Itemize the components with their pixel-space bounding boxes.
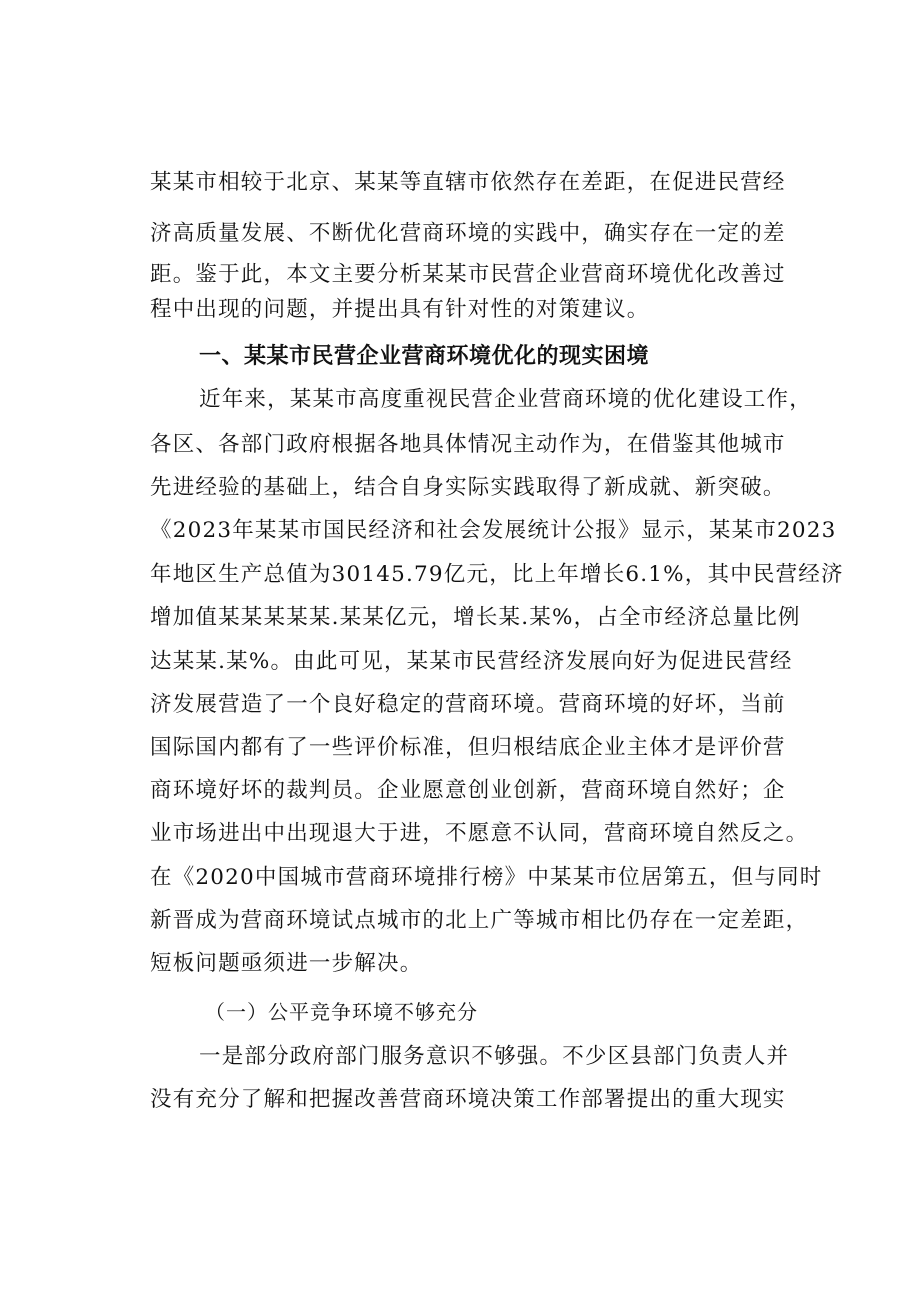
paragraph-line: 济发展营造了一个良好稳定的营商环境。营商环境的好坏，当前 [150, 692, 786, 717]
subsection-heading: （一）公平竞争环境不够充分 [205, 1000, 478, 1024]
paragraph-line: 距。鉴于此，本文主要分析某某市民营企业营商环境优化改善过 [150, 262, 786, 287]
paragraph-line: 新晋成为营商环境试点城市的北上广等城市相比仍存在一定差距， [150, 908, 809, 933]
paragraph-line: 近年来，某某市高度重视民营企业营商环境的优化建设工作， [199, 387, 812, 412]
paragraph-line: 一是部分政府部门服务意识不够强。不少区县部门负责人并 [199, 1044, 790, 1069]
paragraph-line: 达某某.某%。由此可见，某某市民营经济发展向好为促进民营经 [150, 649, 793, 674]
paragraph-line: 在《2020中国城市营商环境排行榜》中某某市位居第五，但与同时 [150, 865, 823, 890]
paragraph-line: 业市场进出中出现退大于进，不愿意不认同，营商环境自然反之。 [150, 821, 809, 846]
paragraph-line: 先进经验的基础上，结合自身实际实践取得了新成就、新突破。 [150, 475, 786, 500]
paragraph-line: 没有充分了解和把握改善营商环境决策工作部署提出的重大现实 [150, 1087, 786, 1112]
paragraph-line: 增加值某某某某某.某某亿元，增长某.某%，占全市经济总量比例 [150, 605, 801, 630]
paragraph-line: 年地区生产总值为30145.79亿元，比上年增长6.1%，其中民营经济 [150, 562, 844, 587]
paragraph-line: 济高质量发展、不断优化营商环境的实践中，确实存在一定的差 [150, 221, 786, 246]
paragraph-line: 《2023年某某市国民经济和社会发展统计公报》显示，某某市2023 [150, 518, 837, 543]
paragraph-line: 某某市相较于北京、某某等直辖市依然存在差距，在促进民营经 [150, 170, 786, 195]
paragraph-line: 国际国内都有了一些评价标准，但归根结底企业主体才是评价营 [150, 735, 786, 760]
paragraph-line: 各区、各部门政府根据各地具体情况主动作为，在借鉴其他城市 [150, 432, 786, 457]
section-heading: 一、某某市民营企业营商环境优化的现实困境 [199, 344, 650, 369]
paragraph-line: 商环境好坏的裁判员。企业愿意创业创新，营商环境自然好；企 [150, 778, 786, 803]
paragraph-line: 程中出现的问题，并提出具有针对性的对策建议。 [150, 297, 650, 322]
paragraph-line: 短板问题亟须进一步解决。 [150, 951, 423, 976]
